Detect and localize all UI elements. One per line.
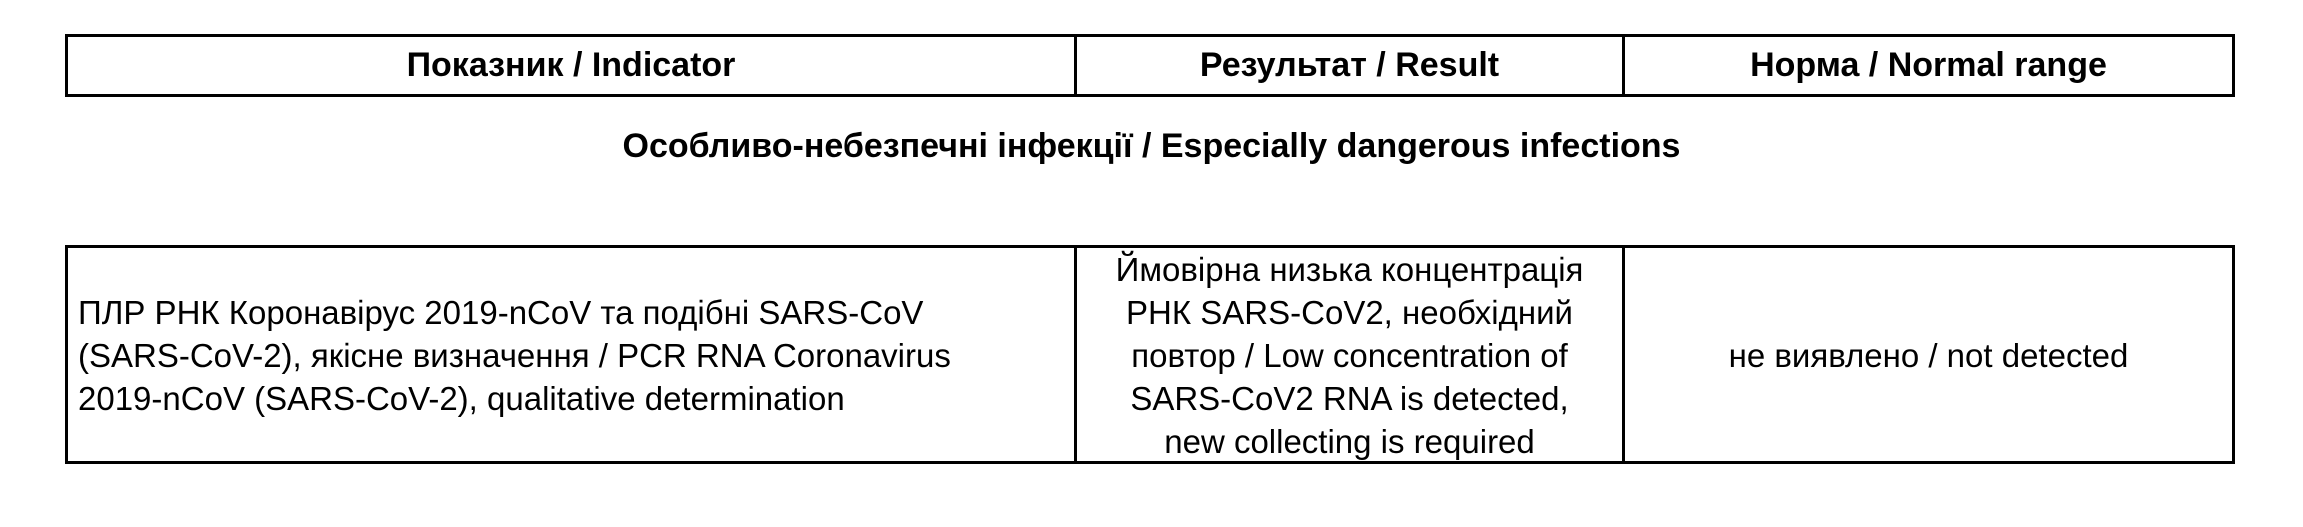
- indicator-cell: ПЛР РНК Коронавірус 2019-nCoV та подібні SARS-CoV (SARS-CoV-2), якісне визначення / PCR RNA Coronavirus 2019-nCoV (SARS-CoV-2), qualitative determination: [78, 294, 951, 417]
- normal-range-cell: не виявлено / not detected: [1622, 248, 2232, 463]
- column-header-normal-range: Норма / Normal range: [1622, 37, 2232, 94]
- column-header-result: Результат / Result: [1074, 37, 1622, 94]
- table-row: [65, 245, 2235, 464]
- result-cell: Ймовірна низька концентрація РНК SARS-CoV2, необхідний повтор / Low concentration of SARS-CoV2 RNA is detected, new collecting is required: [1074, 248, 1622, 463]
- column-header-indicator: Показник / Indicator: [406, 46, 736, 84]
- section-title: Особливо-небезпечні інфекції / Especially dangerous infections: [622, 127, 1681, 165]
- table-header-row: [65, 34, 2235, 97]
